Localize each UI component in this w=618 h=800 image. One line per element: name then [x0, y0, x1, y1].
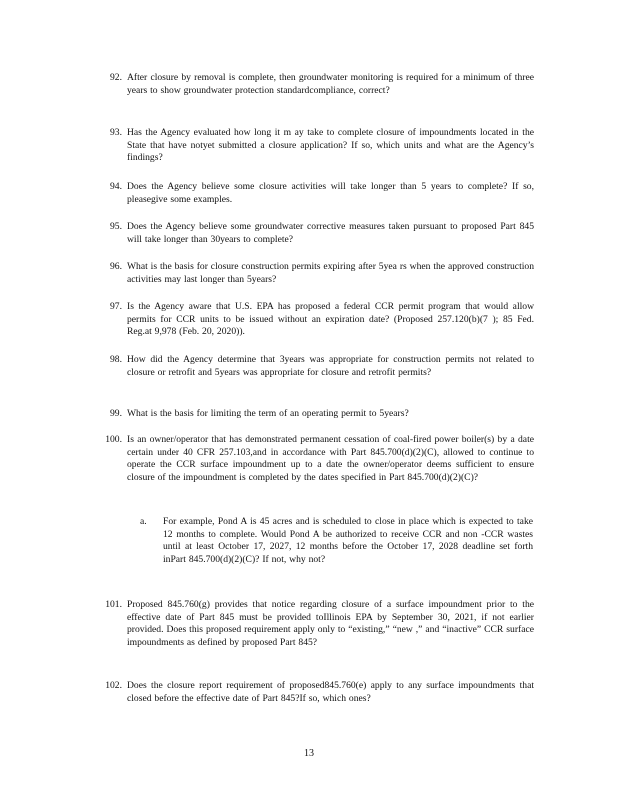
question-102: Does the closure report requirement of proposed845.760(e) apply to any surface impoundments that closed before the effective date of Part 845?If so, which ones? — [127, 680, 534, 704]
question-number: 99. — [110, 408, 122, 419]
question-96: What is the basis for closure construction permits expiring after 5yea rs when the approved construction activities may last longer than 5years? — [127, 261, 534, 285]
question-number: 94. — [110, 181, 122, 192]
question-number: 96. — [110, 261, 122, 272]
question-number: 98. — [110, 354, 122, 365]
question-number: 95. — [110, 221, 122, 232]
question-number: 92. — [110, 72, 122, 83]
question-number: 100. — [105, 434, 122, 445]
question-95: Does the Agency believe some groundwater corrective measures taken pursuant to proposed Part 845 will take longer than 30years to complete? — [127, 221, 534, 245]
question-101: Proposed 845.760(g) provides that notice regarding closure of a surface impoundment prior to the effective date of Part 845 must be provided toIllinois EPA by September 30, 2021, if not earlier provided. Does this proposed requirement apply only to “existing,” “new ,” and “inactive” CCR surface impoundments as defined by proposed Part 845? — [127, 599, 534, 648]
subquestion-label: a. — [140, 516, 147, 527]
question-98: How did the Agency determine that 3years was appropriate for construction permits not related to closure or retrofit and 5years was appropriate for closure and retrofit permits? — [127, 354, 534, 378]
question-93: Has the Agency evaluated how long it m ay take to complete closure of impoundments located in the State that have notyet submitted a closure application? If so, which units and what are the Agency’s findings? — [127, 127, 534, 164]
question-97: Is the Agency aware that U.S. EPA has proposed a federal CCR permit program that would allow permits for CCR units to be issued without an expiration date? (Proposed 257.120(b)(7 ); 85 Fed. Reg.at 9,978 (Feb. 20, 2020)). — [127, 301, 534, 338]
question-number: 101. — [105, 599, 122, 610]
question-92: After closure by removal is complete, then groundwater monitoring is required for a minimum of three years to show groundwater protection standardcompliance, correct? — [127, 72, 534, 96]
subquestion-a: For example, Pond A is 45 acres and is scheduled to close in place which is expected to take 12 months to complete. Would Pond A be authorized to receive CCR and non -CCR wastes until at least October 17, 2027, 12 months before the October 17, 2028 deadline set forth inPart 845.700(d)(2)(C)? If not, why not? — [163, 516, 533, 565]
question-number: 102. — [105, 680, 122, 691]
question-99: What is the basis for limiting the term of an operating permit to 5years? — [127, 408, 409, 419]
question-94: Does the Agency believe some closure activities will take longer than 5 years to complete? If so, pleasegive some examples. — [127, 181, 534, 205]
question-number: 97. — [110, 301, 122, 312]
question-number: 93. — [110, 127, 122, 138]
question-100: Is an owner/operator that has demonstrated permanent cessation of coal-fired power boiler(s) by a date certain under 40 CFR 257.103,and in accordance with Part 845.700(d)(2)(C), allowed to continue to operate the CCR surface impoundment up to a date the owner/operator deems sufficient to ensure closure of the impoundment is completed by the dates specified in Part 845.700(d)(2)(C)? — [127, 434, 534, 483]
page-number: 13 — [304, 748, 314, 759]
